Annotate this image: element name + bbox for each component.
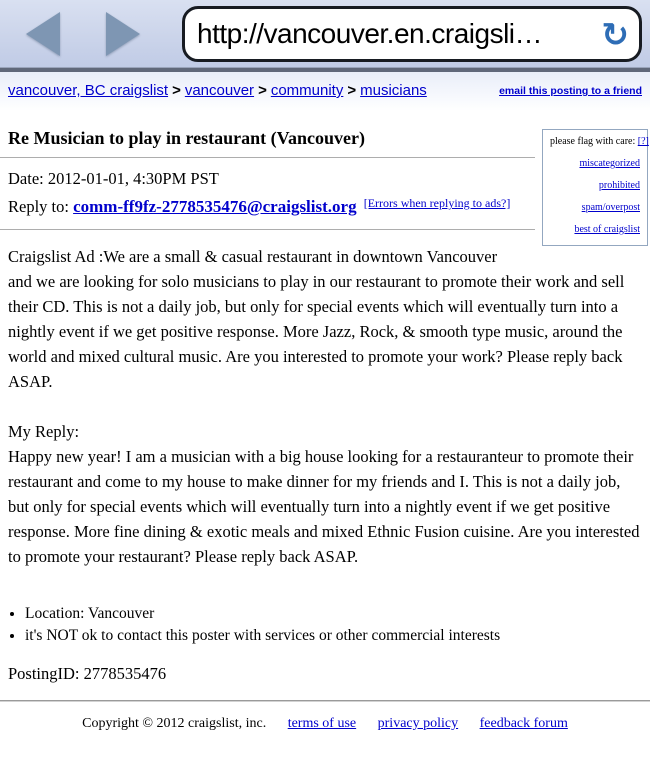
back-icon[interactable] <box>26 12 60 56</box>
privacy-policy-link[interactable]: privacy policy <box>377 716 459 731</box>
forward-icon[interactable] <box>106 12 140 56</box>
breadcrumb-separator: > <box>347 82 357 99</box>
location-note: • Location: Vancouver <box>25 603 642 625</box>
flag-box <box>542 129 648 246</box>
reply-errors-link[interactable]: [Errors when replying to ads?] <box>363 196 511 210</box>
terms-of-use-link[interactable]: terms of use <box>287 716 357 731</box>
no-commercial-note: • it's NOT ok to contact this poster with services or other commercial interests <box>25 625 642 647</box>
breadcrumb-bar <box>0 72 650 111</box>
feedback-forum-link[interactable]: feedback forum <box>479 716 568 731</box>
breadcrumb-link-craigslist[interactable]: vancouver, BC craigslist <box>8 82 169 99</box>
browser-toolbar <box>0 0 650 72</box>
divider-bottom <box>0 229 535 230</box>
ad-rest: and we are looking for solo musicians to play in our restaurant to promote their work and sell their CD. This is not a daily job, but only for special events which will eventually turn into a nightly event if we get positive response. More Jazz, Rock, & smooth type music, around the world and mixed cultural music. Are you interested to promote your work? Please reply back ASAP. <box>8 272 625 391</box>
date-label: Date: <box>8 169 44 188</box>
footer <box>0 700 650 732</box>
posting-id-value: 2778535476 <box>83 664 167 683</box>
date-value: 2012-01-01, 4:30PM PST <box>47 169 219 188</box>
email-posting-link[interactable]: email this posting to a friend <box>499 85 642 97</box>
breadcrumb-separator: > <box>172 82 181 99</box>
breadcrumb-link-vancouver[interactable]: vancouver <box>184 82 255 99</box>
reload-icon[interactable]: ↻ <box>601 14 629 54</box>
breadcrumb-link-musicians[interactable]: musicians <box>360 82 427 99</box>
url-bar[interactable] <box>182 6 642 62</box>
post-paragraph-reply <box>8 419 642 569</box>
breadcrumb-link-community[interactable]: community <box>270 82 344 99</box>
breadcrumb-separator: > <box>258 82 267 99</box>
posting-page <box>0 127 650 686</box>
posting-id-label: PostingID: <box>8 664 80 683</box>
reply-heading: My Reply: <box>8 422 80 441</box>
flag-help-link[interactable]: [?] <box>637 136 649 147</box>
posting-notes <box>8 603 642 647</box>
post-body <box>8 244 642 569</box>
flag-care-label: please flag with care: <box>550 136 636 147</box>
url-text[interactable]: http://vancouver.en.craigsli… <box>197 18 543 49</box>
ad-first-line: Craigslist Ad :We are a small & casual restaurant in downtown Vancouver <box>8 247 498 266</box>
flag-spam-overpost-link[interactable]: spam/overpost <box>581 202 640 213</box>
post-paragraph-ad <box>8 244 642 394</box>
copyright-text: Copyright © 2012 craigslist, inc. <box>82 716 267 731</box>
reply-email-link[interactable]: comm-ff9fz-2778535476@craigslist.org <box>73 197 357 216</box>
breadcrumb <box>8 82 427 99</box>
reply-text: Happy new year! I am a musician with a big house looking for a restauranteur to promote their restaurant and come to my house to make dinner for my friends and I. This is not a daily job, but only for special events which will eventually turn into a nightly event if we get positive response. More fine dining & exotic meals and mixed Ethnic Fusion cuisine. Are you interested to promote your restaurant? Please reply back ASAP. <box>8 447 640 566</box>
page-title: Re Musician to play in restaurant (Vancouver) <box>8 128 365 148</box>
flag-miscategorized-link[interactable]: miscategorized <box>579 158 640 169</box>
divider-top <box>0 157 535 158</box>
footer-divider <box>0 700 650 702</box>
posting-id <box>8 661 642 686</box>
reply-label: Reply to: <box>8 197 69 216</box>
flag-best-of-link[interactable]: best of craigslist <box>574 224 640 235</box>
flag-prohibited-link[interactable]: prohibited <box>598 180 640 191</box>
